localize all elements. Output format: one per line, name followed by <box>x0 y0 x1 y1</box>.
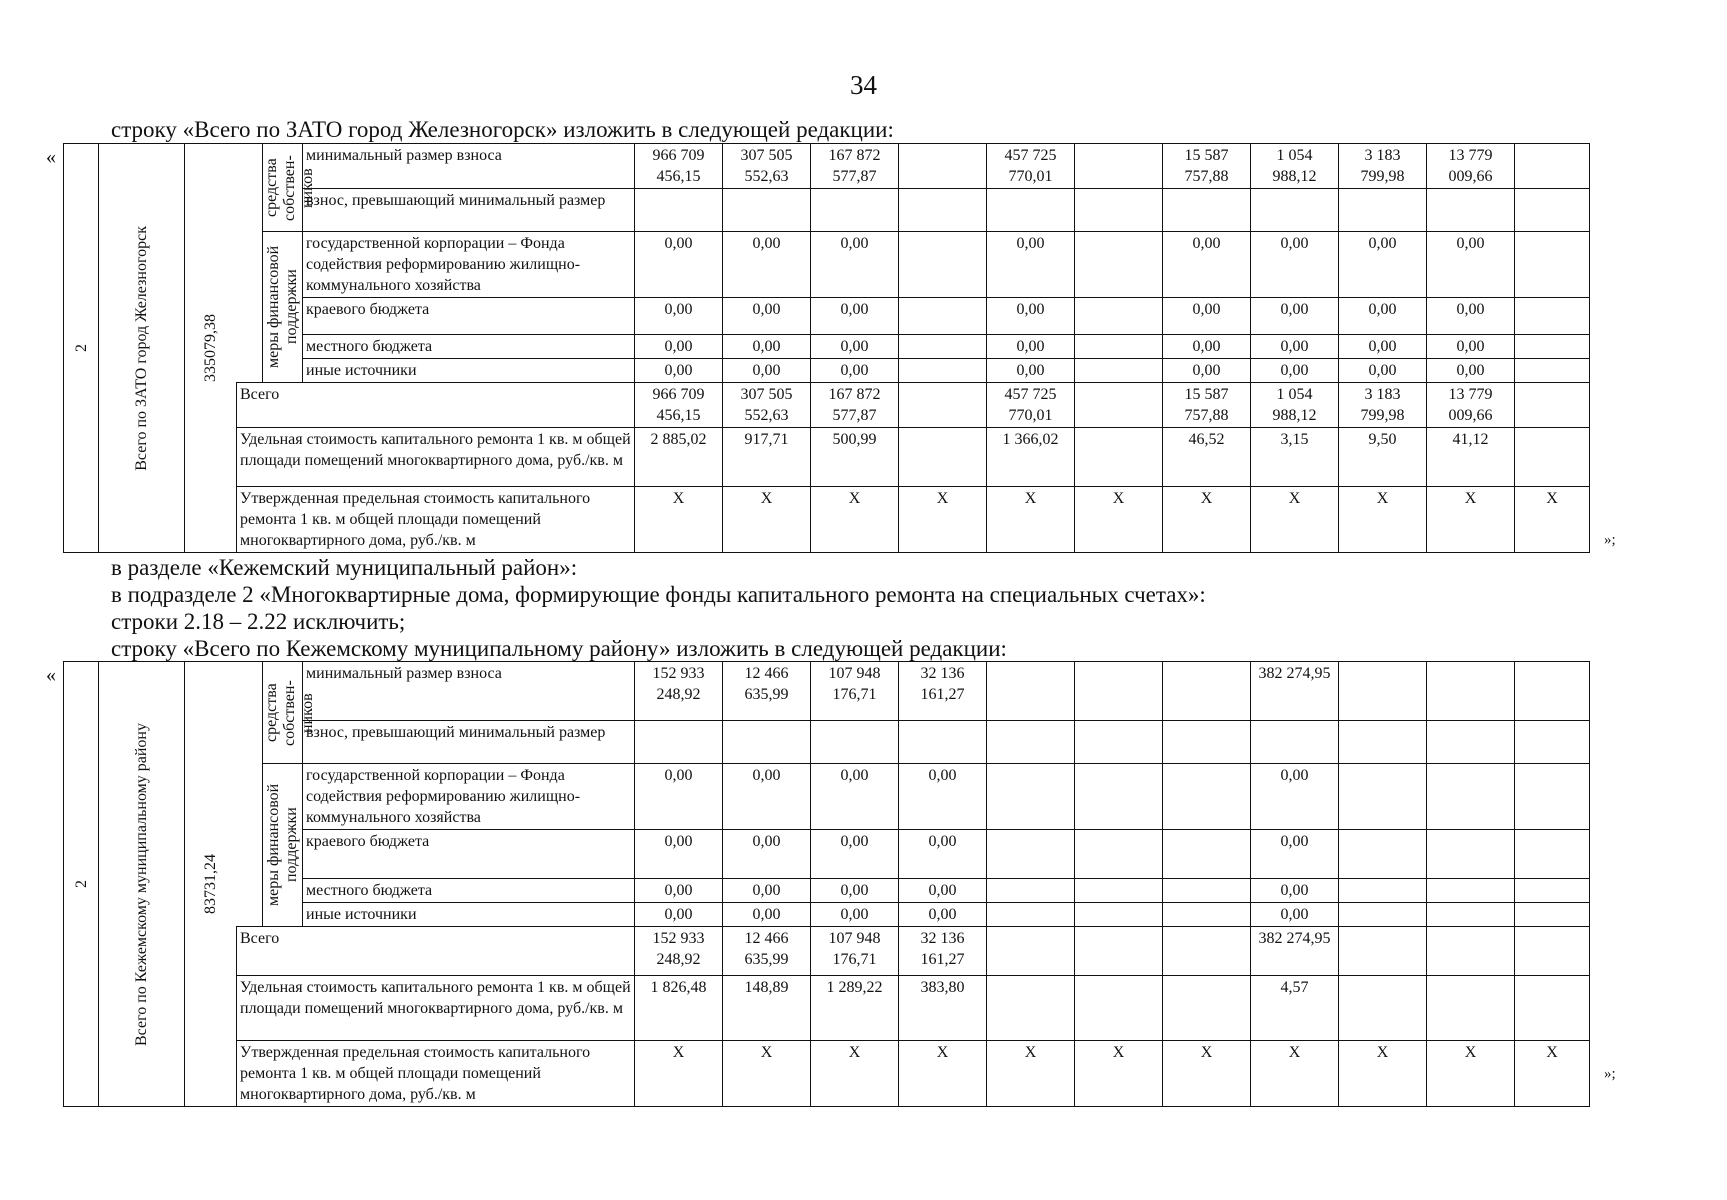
value-cell <box>635 189 723 232</box>
value-cell: 0,00 <box>635 879 723 903</box>
value-cell <box>1339 879 1427 903</box>
value-cell: 0,00 <box>1251 903 1339 927</box>
table-row-unit <box>64 428 1590 487</box>
value-cell: 0,00 <box>723 232 811 298</box>
value-cell <box>1339 764 1427 830</box>
value-cell: 9,50 <box>1339 428 1427 487</box>
value-cell: 0,00 <box>723 830 811 879</box>
value-cell: X <box>1075 1041 1163 1107</box>
value-cell: 383,80 <box>899 976 987 1041</box>
value-cell <box>1339 976 1427 1041</box>
value-cell: 0,00 <box>1339 298 1427 335</box>
value-cell: X <box>811 1041 899 1107</box>
table-row-limit <box>64 1041 1590 1107</box>
row-label-krai: краевого бюджета <box>303 830 635 879</box>
value-cell: X <box>1515 1041 1590 1107</box>
value-cell: 0,00 <box>1339 232 1427 298</box>
value-cell <box>1427 189 1515 232</box>
value-cell: X <box>723 1041 811 1107</box>
value-cell: 0,00 <box>723 359 811 383</box>
municipality-name-cell <box>99 144 185 553</box>
value-cell: 917,71 <box>723 428 811 487</box>
row-label-over: взнос, превышающий минимальный размер <box>303 721 635 764</box>
value-cell <box>899 428 987 487</box>
value-cell: 152 933 248,92 <box>635 927 723 976</box>
row-label-other: иные источники <box>303 359 635 383</box>
value-cell: 107 948 176,71 <box>811 662 899 721</box>
value-cell: 0,00 <box>1251 335 1339 359</box>
value-cell <box>1251 189 1339 232</box>
value-cell <box>1163 879 1251 903</box>
value-cell <box>1075 927 1163 976</box>
value-cell <box>1163 764 1251 830</box>
row-label-unit: Удельная стоимость капитального ремонта 1 кв. м общей площади помещений многоквартирного дома, руб./кв. м <box>237 976 635 1041</box>
value-cell: 0,00 <box>987 359 1075 383</box>
value-cell: 4,57 <box>1251 976 1339 1041</box>
table-row-min <box>64 662 1590 721</box>
value-cell: 0,00 <box>811 359 899 383</box>
row-number: 2 <box>72 344 90 352</box>
closing-quote-1: »; <box>1604 532 1616 548</box>
table-row-unit <box>64 976 1590 1041</box>
value-cell <box>1515 764 1590 830</box>
value-cell: 0,00 <box>811 830 899 879</box>
value-cell <box>987 830 1075 879</box>
value-cell <box>723 721 811 764</box>
value-cell: X <box>811 487 899 553</box>
row-label-min: минимальный размер взноса <box>303 144 635 189</box>
spacer-cell <box>237 662 263 927</box>
value-cell: 0,00 <box>899 764 987 830</box>
financial-support-label: меры финансовой поддержки <box>264 245 300 369</box>
value-cell <box>723 189 811 232</box>
value-cell: 152 933 248,92 <box>635 662 723 721</box>
value-cell <box>1075 359 1163 383</box>
value-cell: 0,00 <box>1251 359 1339 383</box>
value-cell: 0,00 <box>1339 359 1427 383</box>
value-cell <box>1339 927 1427 976</box>
table-row-limit <box>64 487 1590 553</box>
page-number: 34 <box>850 70 877 100</box>
row-label-min: минимальный размер взноса <box>303 662 635 721</box>
value-cell <box>635 721 723 764</box>
value-cell: 0,00 <box>723 298 811 335</box>
value-cell: 12 466 635,99 <box>723 927 811 976</box>
row-label-total: Всего <box>237 927 635 976</box>
value-cell <box>899 359 987 383</box>
value-cell <box>1163 721 1251 764</box>
value-cell <box>1339 189 1427 232</box>
value-cell: 457 725 770,01 <box>987 383 1075 428</box>
value-cell <box>1515 721 1590 764</box>
value-cell <box>987 189 1075 232</box>
owners-funds-label: средства собствен-ников <box>263 154 316 221</box>
value-cell: 0,00 <box>723 903 811 927</box>
value-cell <box>899 144 987 189</box>
instruction-line-2: в разделе «Кежемский муниципальный район»: <box>111 555 578 580</box>
value-cell: 0,00 <box>899 903 987 927</box>
value-cell <box>1515 662 1590 721</box>
value-cell: X <box>1163 487 1251 553</box>
value-cell <box>1075 879 1163 903</box>
value-cell: X <box>899 1041 987 1107</box>
value-cell: 966 709 456,15 <box>635 144 723 189</box>
value-cell: 0,00 <box>723 764 811 830</box>
value-cell <box>1427 903 1515 927</box>
value-cell <box>899 298 987 335</box>
value-cell <box>1075 144 1163 189</box>
budget-table-zheleznogorsk <box>63 143 1590 553</box>
value-cell <box>899 232 987 298</box>
owners-funds-group <box>263 144 316 232</box>
financial-support-group <box>263 764 303 927</box>
value-cell: 3,15 <box>1251 428 1339 487</box>
value-cell: 0,00 <box>1427 359 1515 383</box>
instruction-line-1: строку «Всего по ЗАТО город Железногорск» изложить в следующей редакции: <box>111 117 894 142</box>
value-cell: 1 054 988,12 <box>1251 383 1339 428</box>
value-cell: X <box>1075 487 1163 553</box>
value-cell: 1 366,02 <box>987 428 1075 487</box>
value-cell: 167 872 577,87 <box>811 144 899 189</box>
value-cell: 0,00 <box>1163 298 1251 335</box>
row-label-local: местного бюджета <box>303 879 635 903</box>
value-cell <box>1515 298 1590 335</box>
value-cell <box>1075 764 1163 830</box>
value-cell <box>1075 976 1163 1041</box>
value-cell: 0,00 <box>1251 764 1339 830</box>
total-area: 335079,38 <box>202 314 219 382</box>
row-number: 2 <box>72 880 90 888</box>
table-row-total <box>64 927 1590 976</box>
value-cell: 0,00 <box>1251 232 1339 298</box>
row-label-corp: государственной корпорации – Фонда содействия реформированию жилищно-коммунального хозяйства <box>303 232 635 298</box>
value-cell: 0,00 <box>987 335 1075 359</box>
value-cell <box>987 764 1075 830</box>
value-cell <box>987 721 1075 764</box>
row-label-unit: Удельная стоимость капитального ремонта 1 кв. м общей площади помещений многоквартирного дома, руб./кв. м <box>237 428 635 487</box>
municipality-name-cell <box>99 662 185 1107</box>
value-cell: 0,00 <box>811 232 899 298</box>
value-cell <box>1427 927 1515 976</box>
value-cell: 0,00 <box>811 298 899 335</box>
budget-table-kezhemsky <box>63 661 1590 1107</box>
value-cell: 382 274,95 <box>1251 927 1339 976</box>
value-cell: 3 183 799,98 <box>1339 383 1427 428</box>
value-cell <box>1427 764 1515 830</box>
value-cell: 0,00 <box>1163 359 1251 383</box>
value-cell: X <box>1163 1041 1251 1107</box>
value-cell: 148,89 <box>723 976 811 1041</box>
value-cell: 46,52 <box>1163 428 1251 487</box>
value-cell <box>1427 721 1515 764</box>
value-cell <box>1515 144 1590 189</box>
value-cell: 0,00 <box>635 359 723 383</box>
value-cell <box>1339 903 1427 927</box>
value-cell <box>987 927 1075 976</box>
area-cell <box>185 662 237 1107</box>
value-cell: 1 826,48 <box>635 976 723 1041</box>
value-cell: X <box>635 487 723 553</box>
value-cell <box>811 189 899 232</box>
value-cell: X <box>1339 487 1427 553</box>
value-cell: X <box>987 1041 1075 1107</box>
value-cell: 167 872 577,87 <box>811 383 899 428</box>
value-cell <box>987 662 1075 721</box>
value-cell: 12 466 635,99 <box>723 662 811 721</box>
value-cell: 0,00 <box>635 335 723 359</box>
value-cell: 0,00 <box>1251 879 1339 903</box>
value-cell <box>1515 927 1590 976</box>
value-cell: 15 587 757,88 <box>1163 383 1251 428</box>
row-number-cell <box>64 144 99 553</box>
table-row-min <box>64 144 1590 189</box>
value-cell: 15 587 757,88 <box>1163 144 1251 189</box>
value-cell: 0,00 <box>811 764 899 830</box>
value-cell: 32 136 161,27 <box>899 662 987 721</box>
value-cell <box>1163 189 1251 232</box>
value-cell <box>1427 976 1515 1041</box>
value-cell <box>987 976 1075 1041</box>
value-cell: X <box>899 487 987 553</box>
owners-funds-group <box>263 662 316 764</box>
financial-support-label: меры финансовой поддержки <box>264 783 300 907</box>
total-area: 83731,24 <box>202 854 219 914</box>
opening-quote-2: « <box>46 664 56 686</box>
value-cell: 0,00 <box>811 335 899 359</box>
value-cell <box>1515 976 1590 1041</box>
value-cell: X <box>635 1041 723 1107</box>
value-cell: 0,00 <box>635 232 723 298</box>
value-cell: 457 725 770,01 <box>987 144 1075 189</box>
value-cell <box>1339 662 1427 721</box>
value-cell <box>1163 662 1251 721</box>
value-cell <box>811 721 899 764</box>
row-label-limit: Утвержденная предельная стоимость капитального ремонта 1 кв. м общей площади помещений многоквартирного дома, руб./кв. м <box>237 487 635 553</box>
value-cell <box>1515 232 1590 298</box>
row-label-limit: Утвержденная предельная стоимость капитального ремонта 1 кв. м общей площади помещений многоквартирного дома, руб./кв. м <box>237 1041 635 1107</box>
value-cell <box>1515 428 1590 487</box>
value-cell: 0,00 <box>899 830 987 879</box>
value-cell <box>1163 976 1251 1041</box>
instruction-line-5: строку «Всего по Кежемскому муниципальному району» изложить в следующей редакции: <box>111 636 1007 661</box>
municipality-name: Всего по ЗАТО город Железногорск <box>133 225 150 471</box>
value-cell: 0,00 <box>899 879 987 903</box>
value-cell: 0,00 <box>1427 298 1515 335</box>
value-cell <box>1427 662 1515 721</box>
row-label-corp: государственной корпорации – Фонда содействия реформированию жилищно-коммунального хозяйства <box>303 764 635 830</box>
value-cell <box>1075 298 1163 335</box>
value-cell <box>1515 903 1590 927</box>
opening-quote-1: « <box>46 146 56 168</box>
value-cell: 0,00 <box>723 879 811 903</box>
value-cell: 0,00 <box>1427 335 1515 359</box>
value-cell <box>1163 927 1251 976</box>
value-cell <box>899 189 987 232</box>
value-cell: X <box>1427 487 1515 553</box>
instruction-line-3: в подразделе 2 «Многоквартирные дома, формирующие фонды капитального ремонта на специальных счетах»: <box>111 582 1206 607</box>
value-cell <box>899 721 987 764</box>
value-cell: 0,00 <box>1163 335 1251 359</box>
value-cell: 3 183 799,98 <box>1339 144 1427 189</box>
value-cell <box>1339 721 1427 764</box>
row-number-cell <box>64 662 99 1107</box>
value-cell: 0,00 <box>1427 232 1515 298</box>
value-cell: 32 136 161,27 <box>899 927 987 976</box>
value-cell <box>1075 428 1163 487</box>
value-cell: X <box>1251 1041 1339 1107</box>
municipality-name: Всего по Кежемскому муниципальному району <box>133 722 150 1046</box>
owners-funds-label: средства собствен-ников <box>263 679 316 746</box>
row-label-krai: краевого бюджета <box>303 298 635 335</box>
value-cell <box>899 383 987 428</box>
value-cell <box>1075 232 1163 298</box>
row-label-total: Всего <box>237 383 635 428</box>
value-cell: 500,99 <box>811 428 899 487</box>
value-cell: 1 289,22 <box>811 976 899 1041</box>
value-cell: 13 779 009,66 <box>1427 144 1515 189</box>
row-label-local: местного бюджета <box>303 335 635 359</box>
value-cell <box>1075 903 1163 927</box>
value-cell: 0,00 <box>1251 298 1339 335</box>
value-cell: 966 709 456,15 <box>635 383 723 428</box>
value-cell: 307 505 552,63 <box>723 144 811 189</box>
value-cell <box>1515 383 1590 428</box>
value-cell: X <box>1251 487 1339 553</box>
value-cell <box>1515 359 1590 383</box>
row-label-other: иные источники <box>303 903 635 927</box>
value-cell: 2 885,02 <box>635 428 723 487</box>
value-cell <box>1427 879 1515 903</box>
value-cell <box>1075 662 1163 721</box>
value-cell: 0,00 <box>987 232 1075 298</box>
row-label-over: взнос, превышающий минимальный размер <box>303 189 635 232</box>
value-cell: 0,00 <box>1163 232 1251 298</box>
value-cell: X <box>723 487 811 553</box>
financial-support-group <box>263 232 303 383</box>
value-cell <box>987 903 1075 927</box>
table-row-total <box>64 383 1590 428</box>
value-cell: X <box>1515 487 1590 553</box>
table-row-corp <box>64 232 1590 298</box>
value-cell: X <box>1339 1041 1427 1107</box>
value-cell: X <box>987 487 1075 553</box>
spacer-cell <box>237 144 263 383</box>
value-cell: 0,00 <box>635 903 723 927</box>
value-cell: 1 054 988,12 <box>1251 144 1339 189</box>
value-cell <box>899 335 987 359</box>
value-cell: 307 505 552,63 <box>723 383 811 428</box>
value-cell: 0,00 <box>635 298 723 335</box>
value-cell: 13 779 009,66 <box>1427 383 1515 428</box>
value-cell <box>1075 189 1163 232</box>
instruction-line-4: строки 2.18 – 2.22 исключить; <box>111 609 406 634</box>
value-cell: 0,00 <box>1339 335 1427 359</box>
value-cell <box>1163 830 1251 879</box>
value-cell <box>1251 721 1339 764</box>
value-cell <box>1515 879 1590 903</box>
value-cell <box>1163 903 1251 927</box>
value-cell: 0,00 <box>635 764 723 830</box>
value-cell: 0,00 <box>811 879 899 903</box>
value-cell: X <box>1427 1041 1515 1107</box>
value-cell: 0,00 <box>1251 830 1339 879</box>
value-cell: 0,00 <box>723 335 811 359</box>
value-cell <box>987 879 1075 903</box>
value-cell <box>1075 383 1163 428</box>
value-cell: 382 274,95 <box>1251 662 1339 721</box>
value-cell: 0,00 <box>811 903 899 927</box>
closing-quote-2: »; <box>1604 1066 1616 1082</box>
value-cell: 107 948 176,71 <box>811 927 899 976</box>
value-cell <box>1339 830 1427 879</box>
value-cell <box>1515 335 1590 359</box>
value-cell <box>1075 830 1163 879</box>
value-cell: 41,12 <box>1427 428 1515 487</box>
value-cell <box>1075 721 1163 764</box>
value-cell <box>1075 335 1163 359</box>
table-row-corp <box>64 764 1590 830</box>
value-cell: 0,00 <box>987 298 1075 335</box>
area-cell <box>185 144 237 553</box>
value-cell <box>1515 189 1590 232</box>
value-cell: 0,00 <box>635 830 723 879</box>
value-cell <box>1427 830 1515 879</box>
value-cell <box>1515 830 1590 879</box>
